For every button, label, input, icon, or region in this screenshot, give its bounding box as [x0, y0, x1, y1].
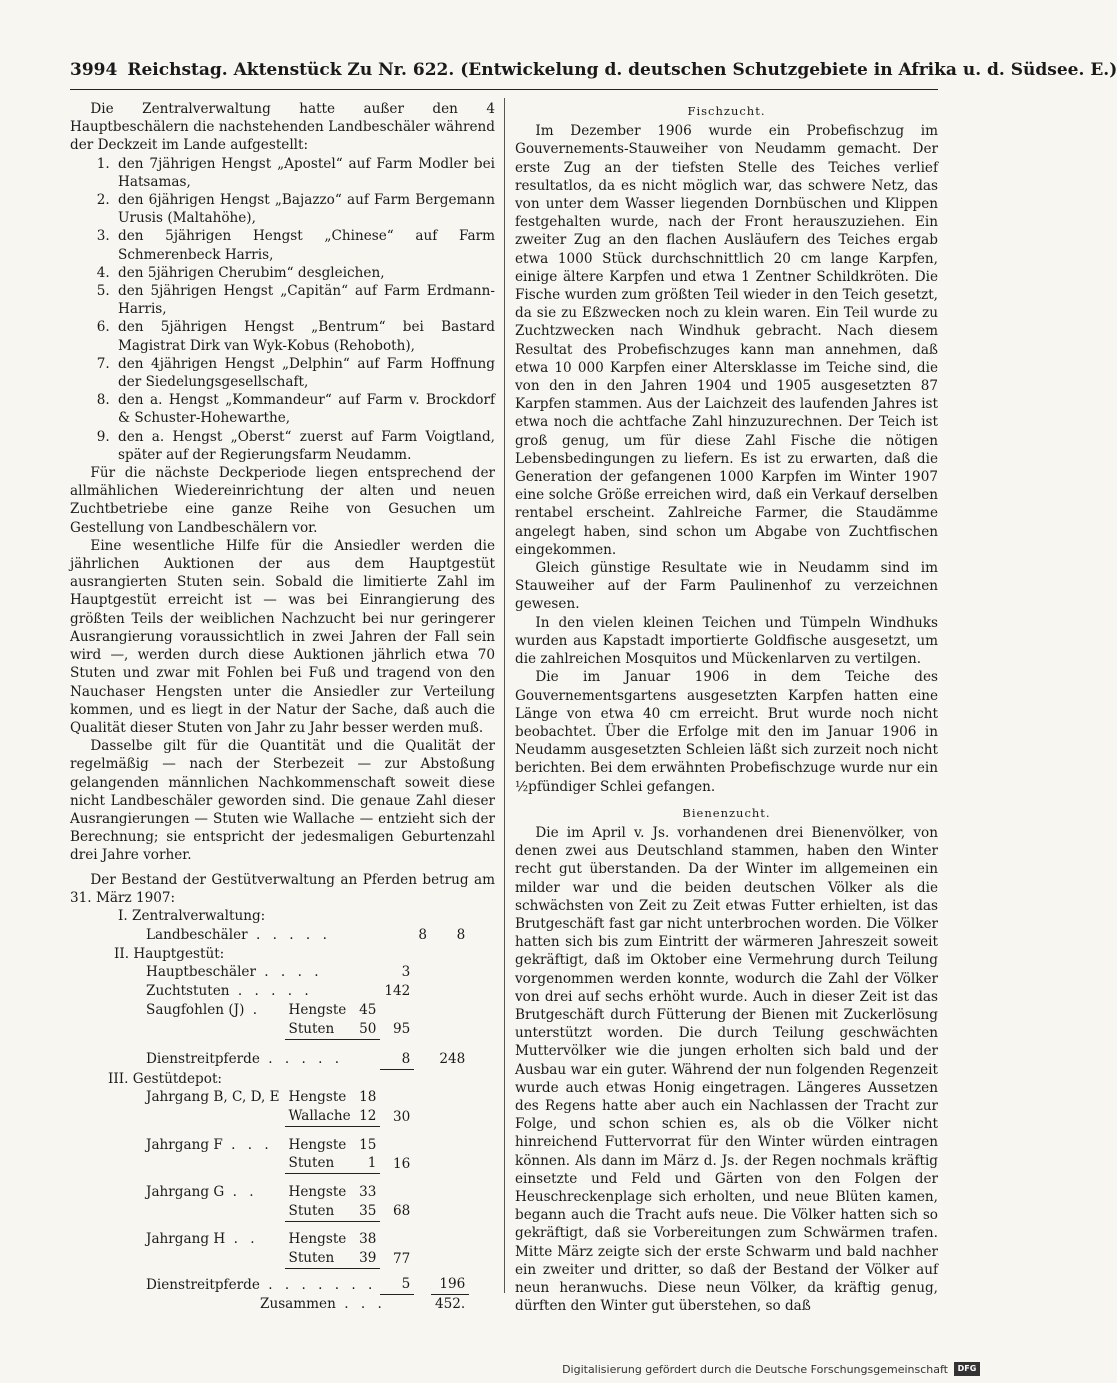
table-row [70, 1088, 469, 1107]
cell-value: 50 [355, 1020, 380, 1039]
table-row [70, 1069, 469, 1088]
row-label: Jahrgang G [146, 1183, 225, 1200]
right-column [515, 100, 938, 1315]
sub-label: Hengste [288, 1089, 347, 1106]
table-row [70, 1020, 469, 1039]
sub-label: Hengste [288, 1001, 347, 1018]
cell-value: 8 [456, 926, 466, 943]
row-label: Jahrgang B, C, D, E [146, 1089, 280, 1106]
sub-label: Stuten [285, 1020, 355, 1039]
section-heading: II. Hauptgestüt: [114, 945, 225, 962]
paragraph: Gleich günstige Resultate wie in Neudamm sind im Stauweiher auf der Farm Paulinenhof zu verzeichnen gewesen. [515, 560, 938, 613]
row-label: Zuchtstuten [146, 983, 230, 1000]
stallion-list [70, 155, 495, 464]
list-item: 7. den 4jährigen Hengst „Delphin“ auf Farm Hoffnung der Siedelungsgesellschaft, [114, 355, 495, 391]
page-header [70, 60, 1117, 86]
footer [560, 1360, 980, 1378]
cell-value: 3 [401, 964, 411, 981]
paragraph: Die im April v. Js. vorhandenen drei Bienenvölker, von denen zwei aus Deutschland stammen, haben den Winter recht gut überstanden. Da der Winter im allgemeinen ein milder war und die beiden deutschen Völker als die schwächsten von Zeit zu Zeit etwas Futter erhielten, ist das Brutgeschäft fast gar nicht unterbrochen worden. Die Völker hatten sich bis zum Eintritt der wärmeren Jahreszeit soweit gekräftigt, daß im Oktober eine Vermehrung durch Teilung vorgenommen werden konnte, wodurch die Zahl der Völker von drei auf sechs erhöht wurde. Auch in dieser Zeit ist das Brutgeschäft durch Fütterung der Bienen mit Zuckerlösung unterstützt worden. Die durch Teilung geschwächten Muttervölker wie die jungen erholten sich bald und der Ausbau war ein guter. Während der nun folgenden Regenzeit wurde auch etwas Honig eingetragen. Längeres Aussetzen des Regens hatte aber auch ein Nachlassen der Tracht zur Folge, und schon schien es, als ob die Völker nicht hinreichend Futtervorrat für den Winter würden eintragen können. Als dann im März d. Js. der Regen nochmals kräftig einsetzte und Feld und Gärten von den Folgen der Heuschreckenplage sich erholten, und neue Blüten kamen, begann auch die Tracht aufs neue. Die Völker hatten sich so gekräftigt, daß sie Vorbereitungen zum Schwärmen trafen. Mitte März zeigte sich der erste Schwarm und bald nachher ein zweiter und dritter, so daß der Bestand der Völker auf neun heranwuchs. Diese neun Völker, da kräftig genug, dürften den Winter gut überstehen, so daß [515, 824, 938, 1315]
cell-value: 38 [359, 1231, 377, 1248]
sub-label: Stuten [285, 1249, 355, 1268]
table-row [70, 1154, 469, 1173]
list-item: 4. den 5jährigen Cherubim“ desgleichen, [114, 264, 495, 282]
list-item: 5. den 5jährigen Hengst „Capitän“ auf Farm Erdmann-Harris, [114, 282, 495, 318]
table-row [70, 907, 469, 926]
row-label: Saugfohlen (J) [146, 1001, 245, 1018]
section-heading: I. Zentralverwaltung: [118, 907, 266, 924]
list-item: 1. den 7jährigen Hengst „Apostel“ auf Farm Modler bei Hatsamas, [114, 155, 495, 191]
table-row: Jahrgang F . . . Hengste 15 [70, 1126, 469, 1154]
cell-value: 8 [418, 926, 427, 943]
row-label: Dienstreitpferde [146, 1051, 260, 1068]
cell-value: 33 [359, 1183, 377, 1200]
list-item: 3. den 5jährigen Hengst „Chinese“ auf Farm Schmerenbeck Harris, [114, 227, 495, 263]
row-label: Dienstreitpferde [146, 1276, 260, 1293]
section-heading: III. Gestütdepot: [108, 1070, 222, 1087]
paragraph: Eine wesentliche Hilfe für die Ansiedler werden die jährlichen Auktionen der aus dem Hauptgestüt ausrangierten Stuten sein. Sobald die limitierte Zahl im Hauptgestüt erreicht ist — was bei Einrangierung des größten Teils der weiblichen Nachzucht bei nur geringerer Ausrangierung voraussichtlich in zwei Jahren der Fall sein wird —, werden durch diese Auktionen jährlich etwa 70 Stuten und zwar mit Fohlen bei Fuß und tragend von den Nauchaser Hengsten unter die Ansiedler zur Verteilung kommen, und es liegt in der Natur der Sache, daß auch die Qualität dieser Stuten von Jahr zu Jahr besser werden muß. [70, 537, 495, 736]
row-label: Zusammen [260, 1295, 336, 1312]
sub-label: Hengste [288, 1231, 347, 1248]
table-row [70, 1202, 469, 1221]
table-row: Zuchtstuten . . . . . 142 [70, 982, 469, 1001]
table-row: Landbeschäler . . . . . 8 8 [70, 926, 469, 945]
horse-inventory-table [70, 907, 469, 1314]
table-row: Hauptbeschäler . . . . 3 [70, 963, 469, 982]
list-item: 9. den a. Hengst „Oberst“ zuerst auf Farm Voigtland, später auf der Regierungsfarm Neudamm. [114, 428, 495, 464]
cell-value: 68 [393, 1203, 411, 1220]
sub-label: Stuten [285, 1154, 355, 1173]
sub-label: Wallache [285, 1107, 355, 1126]
cell-value: 18 [359, 1089, 377, 1106]
footer-credit: Digitalisierung gefördert durch die Deutsche Forschungsgemeinschaft [562, 1362, 948, 1376]
cell-value: 35 [355, 1202, 380, 1221]
paragraph: Der Bestand der Gestütverwaltung an Pferden betrug am 31. März 1907: [70, 871, 495, 906]
cell-value: 39 [355, 1249, 380, 1268]
sub-label: Stuten [285, 1202, 355, 1221]
list-item: 2. den 6jährigen Hengst „Bajazzo“ auf Farm Bergemann Urusis (Maltahöhe), [114, 191, 495, 227]
cell-value: 45 [359, 1001, 377, 1018]
cell-value: 248 [439, 1051, 466, 1068]
paragraph: Im Dezember 1906 wurde ein Probefischzug im Gouvernements-Stauweiher von Neudamm gemacht. Der erste Zug an der tiefsten Stelle des Teiches verlief resultatlos, da es nicht möglich war, das schwere Netz, das von unter dem Wasser liegenden Dornbüschen und Klippen festgehalten wurde, nach der Front herauszuziehen. Ein zweiter Zug an den flachen Ausläufern des Teiches ergab etwa 1000 Stück durchschnittlich 20 cm lange Karpfen, einige ältere Karpfen und etwa 1 Zentner Schildkröten. Die Fische wurden zum größten Teil wieder in den Teich gesetzt, da sie zu Eßzwecken noch zu klein waren. Ein Teil wurde zu Zuchtzwecken nach Windhuk gebracht. Nach diesem Resultat des Probefischzuges kann man annehmen, daß etwa 10 000 Karpfen einer Altersklasse im Teiche sind, die von den in den Jahren 1904 und 1905 ausgesetzten 87 Karpfen stammen. Aus der Laichzeit des laufenden Jahres ist etwa noch die achtfache Zahl hinzuzurechnen. Der Teich ist groß genug, um für diese Zahl Fische die nötigen Lebensbedingungen zu liefern. Es ist zu erwarten, daß die Generation der gefangenen 1000 Karpfen im Winter 1907 eine solche Größe erreichen wird, daß ein Verkauf derselben rentabel erscheint. Zahlreiche Farmer, die Staudämme angelegt haben, sind schon um Abgabe von Zuchtfischen eingekommen. [515, 123, 938, 558]
table-row: Jahrgang G . . Hengste 33 [70, 1174, 469, 1202]
paragraph: Die im Januar 1906 in dem Teiche des Gouvernementsgartens ausgesetzten Karpfen hatten eine Länge von etwa 40 cm erreicht. Brut wurde noch nicht beobachtet. Über die Erfolge mit den im Januar 1906 in Neudamm ausgesetzten Schleien läßt sich zurzeit noch nicht berichten. Bei dem erwähnten Probefischzuge wurde nur ein ½pfündiger Schlei gefangen. [515, 669, 938, 795]
page-number: 3994 [70, 60, 118, 80]
row-label: Hauptbeschäler [146, 964, 256, 981]
intro-paragraph: Die Zentralverwaltung hatte außer den 4 Hauptbeschälern die nachstehenden Landbeschäler während der Deckzeit im Lande aufgestellt: [70, 101, 495, 154]
page-title: Reichstag. Aktenstück Zu Nr. 622. (Entwickelung d. deutschen Schutzgebiete in Afrika u. d. Südsee. E.) [127, 60, 1117, 80]
table-row [70, 945, 469, 964]
paragraph: In den vielen kleinen Teichen und Tümpeln Windhuks wurden aus Kapstadt importierte Goldfische ausgesetzt, um die zahlreichen Mosquitos und Mückenlarven zu vertilgen. [515, 614, 938, 668]
cell-value: 30 [393, 1108, 411, 1125]
section-heading-fischzucht: Fischzucht. [687, 104, 766, 118]
row-label: Jahrgang H [146, 1231, 226, 1248]
cell-value: 1 [355, 1154, 380, 1173]
cell-value: 77 [393, 1250, 411, 1267]
cell-value: 95 [393, 1021, 411, 1038]
section-heading-bienenzucht: Bienenzucht. [682, 805, 771, 820]
cell-value: 196 [431, 1268, 469, 1294]
table-row: Dienstreitpferde . . . . . . . 5 196 [70, 1268, 469, 1294]
table-row: Saugfohlen (J) . Hengste 45 [70, 1001, 469, 1020]
table-row: Zusammen . . . 452. [70, 1294, 469, 1313]
sub-label: Hengste [288, 1183, 347, 1200]
header-rule [70, 89, 938, 90]
table-row: Jahrgang H . . Hengste 38 [70, 1221, 469, 1249]
table-row [70, 1249, 469, 1268]
paragraph: Für die nächste Deckperiode liegen entsprechend der allmählichen Wiedereinrichtung der alten und neuen Zuchtbetriebe eine ganze Reihe von Gesuchen um Gestellung von Landbeschälern vor. [70, 465, 495, 536]
left-column [70, 100, 495, 1314]
column-divider [504, 98, 505, 1293]
cell-value: 12 [355, 1107, 380, 1126]
dfg-logo: DFG [954, 1362, 980, 1376]
list-item: 8. den a. Hengst „Kommandeur“ auf Farm v. Brockdorf & Schuster-Hohewarthe, [114, 391, 495, 427]
total-value: 452. [434, 1295, 466, 1312]
sub-label: Hengste [288, 1136, 347, 1153]
list-item: 6. den 5jährigen Hengst „Bentrum“ bei Bastard Magistrat Dirk van Wyk-Kobus (Rehoboth), [114, 318, 495, 354]
cell-value: 16 [393, 1155, 411, 1172]
paragraph: Dasselbe gilt für die Quantität und die Qualität der regelmäßig — nach der Sterbezeit — zur Abstoßung gelangenden männlichen Nachkommenschaft soweit diese nicht Landbeschäler geworden sind. Die genaue Zahl dieser Ausrangierungen — Stuten wie Wallache — entzieht sich der Berechnung; sie entspricht der jedesmaligen Geburtenzahl drei Jahre vorher. [70, 738, 495, 864]
cell-value: 8 [380, 1039, 414, 1069]
row-label: Landbeschäler [146, 926, 248, 943]
table-row [70, 1107, 469, 1126]
cell-value: 142 [384, 983, 411, 1000]
cell-value: 15 [359, 1136, 377, 1153]
cell-value: 5 [380, 1268, 414, 1294]
table-row: Dienstreitpferde . . . . . 8 248 [70, 1039, 469, 1069]
row-label: Jahrgang F [146, 1136, 223, 1153]
